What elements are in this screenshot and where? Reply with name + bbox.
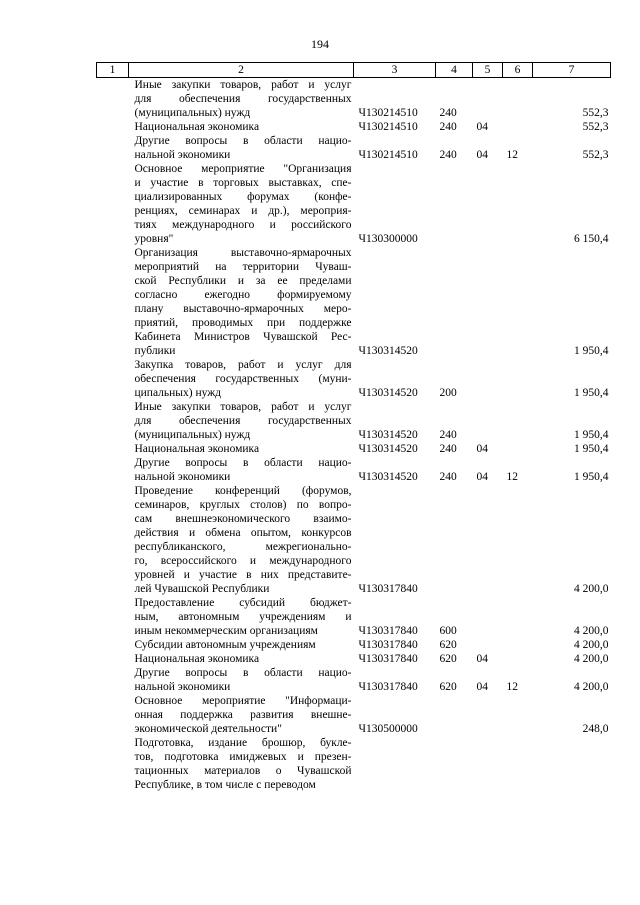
row-name-line: Национальная экономика — [134, 121, 260, 133]
row-name-line: ципальных) нужд — [134, 387, 222, 399]
row-section-cell — [473, 78, 503, 121]
table-body — [97, 78, 611, 793]
row-code-cell: Ч130500000 — [358, 723, 418, 735]
row-name-line: онная поддержка развития внешне- — [134, 709, 352, 721]
table-row — [97, 442, 611, 456]
row-name-cell — [129, 134, 354, 162]
table-row — [97, 694, 611, 736]
row-name-line: ным, автономным учреждениям и — [134, 611, 352, 623]
row-expense-type-cell: 620 — [439, 681, 457, 693]
row-subsection-cell — [503, 162, 533, 246]
row-number-cell — [97, 246, 129, 358]
row-expense-type-cell: 620 — [439, 639, 457, 651]
row-name-line: Основное мероприятие "Организация — [134, 163, 352, 175]
row-code-cell: Ч130214510 — [358, 149, 418, 161]
row-number-cell — [97, 736, 129, 792]
row-name-cell — [129, 652, 354, 666]
row-number-cell — [97, 162, 129, 246]
row-section-cell — [473, 484, 503, 596]
row-sum-cell: 1 950,4 — [574, 429, 609, 441]
row-name-line: уровней и участие в них представите- — [134, 569, 352, 581]
row-name-line: и участие в торговых выставках, спе- — [134, 177, 352, 189]
row-section-cell: 04 — [476, 149, 488, 161]
row-number-cell — [97, 652, 129, 666]
row-name-line: обеспечения государственных (муни- — [134, 373, 352, 385]
row-expense-type-cell — [436, 694, 473, 736]
row-code-cell: Ч130317840 — [358, 625, 418, 637]
header-col-7: 7 — [533, 63, 611, 78]
row-sum-cell: 1 950,4 — [574, 471, 609, 483]
table-row — [97, 78, 611, 121]
table-header — [97, 63, 611, 78]
row-name-line: семинаров, круглых столов) по вопро- — [134, 499, 352, 511]
row-name-line: тиях международного и российского — [134, 219, 352, 231]
row-subsection-cell — [503, 442, 533, 456]
row-name-cell — [129, 246, 354, 358]
row-name-line: (муниципальных) нужд — [134, 107, 251, 119]
row-name-line: публики — [134, 345, 176, 357]
row-number-cell — [97, 456, 129, 484]
row-name-line: для обеспечения государственных — [134, 93, 352, 105]
header-col-1: 1 — [97, 63, 129, 78]
row-expense-type-cell: 240 — [439, 121, 457, 133]
row-subsection-cell — [503, 120, 533, 134]
row-name-line: действия и обмена опытом, конкурсов — [134, 527, 352, 539]
header-col-6: 6 — [503, 63, 533, 78]
header-col-3: 3 — [354, 63, 436, 78]
row-number-cell — [97, 694, 129, 736]
row-name-line: тационных материалов о Чувашской — [134, 765, 352, 777]
row-expense-type-cell: 240 — [439, 107, 457, 119]
row-name-cell — [129, 694, 354, 736]
row-code-cell: Ч130314520 — [358, 387, 418, 399]
row-code-cell: Ч130314520 — [358, 471, 418, 483]
row-expense-type-cell — [436, 162, 473, 246]
row-name-line: тов, подготовка имиджевых и презен- — [134, 751, 352, 763]
row-number-cell — [97, 596, 129, 638]
row-name-line: для обеспечения государственных — [134, 415, 352, 427]
row-name-line: лей Чувашской Республики — [134, 583, 270, 595]
row-number-cell — [97, 400, 129, 442]
row-expense-type-cell — [436, 736, 473, 792]
row-name-line: Закупка товаров, работ и услуг для — [134, 359, 352, 371]
row-number-cell — [97, 134, 129, 162]
row-code-cell: Ч130314520 — [358, 345, 418, 357]
row-sum-cell: 4 200,0 — [574, 639, 609, 651]
row-expense-type-cell: 620 — [439, 653, 457, 665]
row-section-cell — [473, 162, 503, 246]
row-expense-type-cell — [436, 484, 473, 596]
row-sum-cell: 4 200,0 — [574, 681, 609, 693]
row-subsection-cell — [503, 400, 533, 442]
row-name-line: Проведение конференций (форумов, — [134, 485, 352, 497]
row-sum-cell: 248,0 — [582, 723, 609, 735]
row-sum-cell: 552,3 — [582, 107, 609, 119]
row-name-line: приятий, проводимых при поддержке — [134, 317, 352, 329]
row-name-line: Национальная экономика — [134, 443, 260, 455]
row-sum-cell: 6 150,4 — [574, 233, 609, 245]
row-expense-type-cell: 240 — [439, 443, 457, 455]
row-name-line: уровня" — [134, 233, 174, 245]
row-section-cell: 04 — [476, 471, 488, 483]
row-name-cell — [129, 358, 354, 400]
row-section-cell — [473, 400, 503, 442]
row-name-line: Другие вопросы в области нацио- — [134, 457, 352, 469]
row-name-cell — [129, 736, 354, 792]
row-name-line: (муниципальных) нужд — [134, 429, 251, 441]
row-sum-cell: 1 950,4 — [574, 387, 609, 399]
row-subsection-cell — [503, 78, 533, 121]
row-code-cell: Ч130317840 — [358, 639, 418, 651]
row-name-line: Другие вопросы в области нацио- — [134, 667, 352, 679]
row-name-cell — [129, 400, 354, 442]
row-number-cell — [97, 484, 129, 596]
row-name-line: нальной экономики — [134, 681, 231, 693]
row-name-line: нальной экономики — [134, 471, 231, 483]
row-code-cell: Ч130317840 — [358, 681, 418, 693]
row-section-cell: 04 — [476, 443, 488, 455]
row-sum-cell: 552,3 — [582, 121, 609, 133]
row-name-cell — [129, 484, 354, 596]
row-name-cell — [129, 78, 354, 121]
table-row — [97, 484, 611, 596]
row-subsection-cell: 12 — [506, 149, 518, 161]
row-name-line: Субсидии автономным учреждениям — [134, 639, 316, 651]
row-expense-type-cell: 600 — [439, 625, 457, 637]
row-section-cell — [473, 596, 503, 638]
row-name-line: согласно ежегодно формируемому — [134, 289, 352, 301]
table-row — [97, 358, 611, 400]
row-subsection-cell — [503, 694, 533, 736]
row-name-line: плану выставочно-ярмарочных меро- — [134, 303, 352, 315]
row-name-line: Организация выставочно-ярмарочных — [134, 247, 352, 259]
header-col-2: 2 — [129, 63, 354, 78]
row-number-cell — [97, 638, 129, 652]
row-name-line: сам внешнеэкономического взаимо- — [134, 513, 352, 525]
header-row — [97, 63, 611, 78]
row-code-cell: Ч130317840 — [358, 583, 418, 595]
row-section-cell — [473, 638, 503, 652]
table-row — [97, 400, 611, 442]
row-expense-type-cell: 240 — [439, 471, 457, 483]
row-sum-cell: 1 950,4 — [574, 443, 609, 455]
row-sum-cell: 1 950,4 — [574, 345, 609, 357]
row-name-line: Иные закупки товаров, работ и услуг — [134, 401, 352, 413]
row-name-line: экономической деятельности" — [134, 723, 282, 735]
row-code-cell: Ч130314520 — [358, 429, 418, 441]
row-subsection-cell — [503, 246, 533, 358]
row-name-line: Республике, в том числе с переводом — [134, 779, 316, 791]
row-name-line: ской Республики и за ее пределами — [134, 275, 352, 287]
row-expense-type-cell: 240 — [439, 429, 457, 441]
header-col-5: 5 — [473, 63, 503, 78]
row-name-line: Основное мероприятие "Информаци- — [134, 695, 352, 707]
row-sum-cell: 4 200,0 — [574, 653, 609, 665]
budget-table — [96, 62, 611, 792]
row-expense-type-cell — [436, 246, 473, 358]
row-subsection-cell — [503, 484, 533, 596]
row-code-cell: Ч130214510 — [358, 121, 418, 133]
row-subsection-cell — [503, 358, 533, 400]
row-number-cell — [97, 442, 129, 456]
row-sum-cell — [533, 736, 611, 792]
table-row — [97, 652, 611, 666]
row-number-cell — [97, 120, 129, 134]
row-name-cell — [129, 596, 354, 638]
row-sum-cell: 4 200,0 — [574, 583, 609, 595]
row-name-cell — [129, 456, 354, 484]
row-name-line: Предоставление субсидий бюджет- — [134, 597, 352, 609]
row-code-cell: Ч130300000 — [358, 233, 418, 245]
row-section-cell — [473, 736, 503, 792]
row-subsection-cell — [503, 638, 533, 652]
row-number-cell — [97, 358, 129, 400]
row-subsection-cell — [503, 652, 533, 666]
table-row — [97, 456, 611, 484]
table-row — [97, 596, 611, 638]
row-expense-type-cell: 200 — [439, 387, 457, 399]
row-section-cell — [473, 246, 503, 358]
row-section-cell: 04 — [476, 121, 488, 133]
row-name-line: Другие вопросы в области нацио- — [134, 135, 352, 147]
row-name-cell — [129, 638, 354, 652]
row-subsection-cell: 12 — [506, 471, 518, 483]
row-name-line: Кабинета Министров Чувашской Рес- — [134, 331, 352, 343]
row-code-cell: Ч130314520 — [358, 443, 418, 455]
row-name-line: нальной экономики — [134, 149, 231, 161]
row-subsection-cell — [503, 736, 533, 792]
row-name-cell — [129, 162, 354, 246]
row-section-cell — [473, 358, 503, 400]
row-section-cell: 04 — [476, 681, 488, 693]
table-row — [97, 134, 611, 162]
row-name-line: мероприятий на территории Чуваш- — [134, 261, 352, 273]
header-col-4: 4 — [436, 63, 473, 78]
page-number: 194 — [311, 37, 329, 51]
row-name-line: го, всероссийского и международного — [134, 555, 352, 567]
row-number-cell — [97, 666, 129, 694]
row-name-line: ренциях, семинарах и др.), мероприя- — [134, 205, 352, 217]
row-subsection-cell: 12 — [506, 681, 518, 693]
row-code-cell: Ч130214510 — [358, 107, 418, 119]
table-row — [97, 120, 611, 134]
row-name-line: циализированных форумах (конфе- — [134, 191, 352, 203]
row-name-line: Иные закупки товаров, работ и услуг — [134, 79, 352, 91]
row-name-cell — [129, 120, 354, 134]
table-row — [97, 666, 611, 694]
row-name-cell — [129, 666, 354, 694]
row-name-line: республиканского, межрегионально- — [134, 541, 352, 553]
row-section-cell: 04 — [476, 653, 488, 665]
row-code-cell — [354, 736, 436, 792]
row-name-line: Национальная экономика — [134, 653, 260, 665]
row-number-cell — [97, 78, 129, 121]
row-code-cell: Ч130317840 — [358, 653, 418, 665]
row-name-cell — [129, 442, 354, 456]
row-expense-type-cell: 240 — [439, 149, 457, 161]
row-section-cell — [473, 694, 503, 736]
table-row — [97, 638, 611, 652]
row-sum-cell: 552,3 — [582, 149, 609, 161]
row-name-line: Подготовка, издание брошюр, букле- — [134, 737, 352, 749]
row-sum-cell: 4 200,0 — [574, 625, 609, 637]
table-row — [97, 736, 611, 792]
row-subsection-cell — [503, 596, 533, 638]
row-name-line: иным некоммерческим организациям — [134, 625, 318, 637]
table-row — [97, 246, 611, 358]
table-row — [97, 162, 611, 246]
